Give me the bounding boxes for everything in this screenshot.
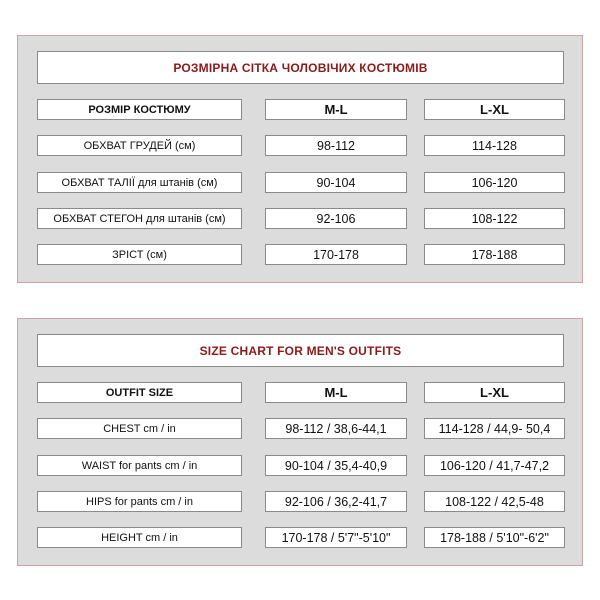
chest-m-l: 98-112 / 38,6-44,1 bbox=[265, 418, 407, 439]
height-m-l: 170-178 / 5'7"-5'10" bbox=[265, 527, 407, 548]
header-size-l-xl: L-XL bbox=[424, 99, 565, 120]
chest-l-xl: 114-128 / 44,9- 50,4 bbox=[424, 418, 565, 439]
height-m-l: 170-178 bbox=[265, 244, 407, 265]
height-l-xl: 178-188 / 5'10"-6'2" bbox=[424, 527, 565, 548]
header-size-l-xl: L-XL bbox=[424, 382, 565, 403]
hips-l-xl: 108-122 / 42,5-48 bbox=[424, 491, 565, 512]
chest-m-l: 98-112 bbox=[265, 135, 407, 156]
hips-m-l: 92-106 / 36,2-41,7 bbox=[265, 491, 407, 512]
header-size-label: OUTFIT SIZE bbox=[37, 382, 242, 403]
row-label-hips: HIPS for pants cm / in bbox=[37, 491, 242, 512]
height-l-xl: 178-188 bbox=[424, 244, 565, 265]
header-size-label: РОЗМІР КОСТЮМУ bbox=[37, 99, 242, 120]
row-label-waist: WAIST for pants cm / in bbox=[37, 455, 242, 476]
header-size-m-l: M-L bbox=[265, 99, 407, 120]
row-label-height: ЗРІСТ (см) bbox=[37, 244, 242, 265]
hips-m-l: 92-106 bbox=[265, 208, 407, 229]
waist-m-l: 90-104 bbox=[265, 172, 407, 193]
row-label-chest: ОБХВАТ ГРУДЕЙ (см) bbox=[37, 135, 242, 156]
chest-l-xl: 114-128 bbox=[424, 135, 565, 156]
waist-l-xl: 106-120 / 41,7-47,2 bbox=[424, 455, 565, 476]
size-chart-en bbox=[17, 318, 583, 566]
size-chart-ua bbox=[17, 35, 583, 283]
waist-l-xl: 106-120 bbox=[424, 172, 565, 193]
chart-title: РОЗМІРНА СІТКА ЧОЛОВІЧИХ КОСТЮМІВ bbox=[37, 51, 564, 84]
header-size-m-l: M-L bbox=[265, 382, 407, 403]
row-label-waist: ОБХВАТ ТАЛІЇ для штанів (см) bbox=[37, 172, 242, 193]
row-label-height: HEIGHT cm / in bbox=[37, 527, 242, 548]
row-label-chest: CHEST cm / in bbox=[37, 418, 242, 439]
hips-l-xl: 108-122 bbox=[424, 208, 565, 229]
row-label-hips: ОБХВАТ СТЕГОН для штанів (см) bbox=[37, 208, 242, 229]
waist-m-l: 90-104 / 35,4-40,9 bbox=[265, 455, 407, 476]
chart-title: SIZE CHART FOR MEN'S OUTFITS bbox=[37, 334, 564, 367]
